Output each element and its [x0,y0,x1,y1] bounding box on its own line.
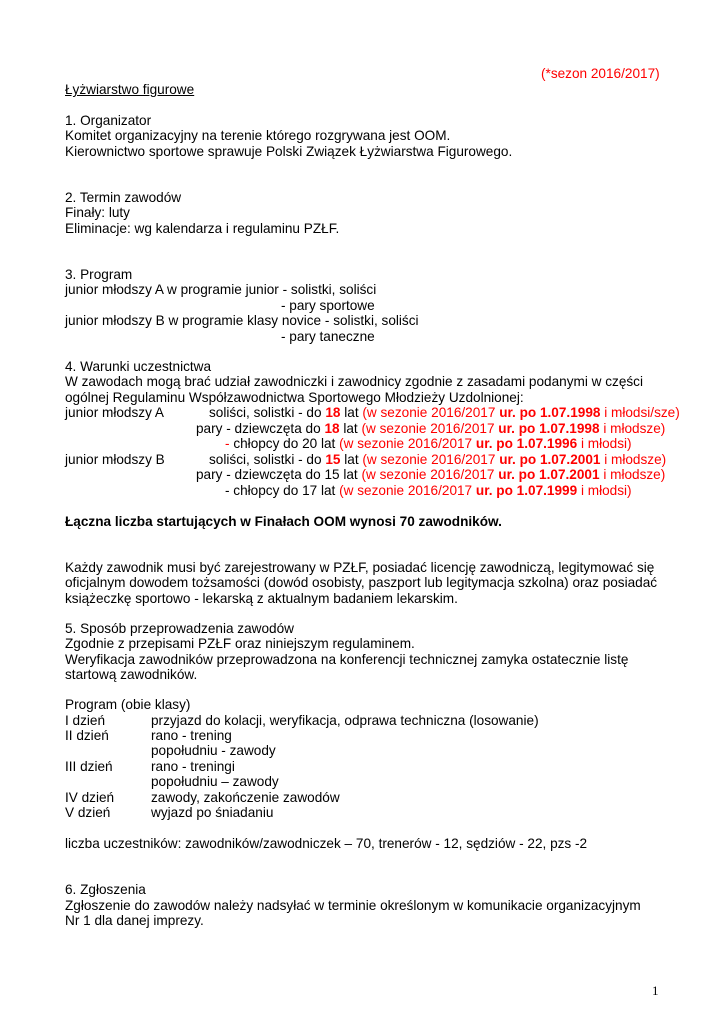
program-line-4: - pary taneczne [281,329,375,344]
section-5-line-1: Zgodnie z przepisami PZŁF oraz niniejszym regulaminem. [65,636,415,651]
section-6-heading: 6. Zgłoszenia [65,882,146,897]
program-line-1: junior młodszy A w programie junior - solistki, soliści [65,282,377,297]
schedule-day: I dzień [65,713,106,728]
section-4-heading: 4. Warunki uczestnictwa [65,359,212,374]
class-a-row-2: pary - dziewczęta do 18 lat (w sezonie 2016/2017 ur. po 1.07.1998 i młodsze) [196,421,666,436]
section-5-line-2: Weryfikacja zawodników przeprowadzona na konferencji technicznej zamyka ostatecznie listę [65,652,629,667]
section-2-line-1: Finały: luty [65,205,130,220]
schedule-day: V dzień [65,805,111,820]
section-1-heading: 1. Organizator [65,113,152,128]
class-b-label: junior młodszy B [65,452,165,467]
section-6-line-1: Zgłoszenie do zawodów należy nadsyłać w terminie określonym w komunikacie organizacyjnym [65,898,641,913]
schedule-title: Program (obie klasy) [65,697,191,712]
conditions-line-2: ogólnej Regulaminu Współzawodnictwa Sportowego Młodzieży Uzdolnionej: [65,390,524,405]
program-line-2: - pary sportowe [281,298,375,313]
section-5-heading: 5. Sposób przeprowadzenia zawodów [65,621,294,636]
schedule-day: II dzień [65,728,109,743]
program-line-3: junior młodszy B w programie klasy novice - solistki, soliści [65,313,419,328]
season-note: (*sezon 2016/2017) [541,66,660,81]
section-1-line-1: Komitet organizacyjny na terenie którego rozgrywana jest OOM. [65,128,451,143]
conditions-line-1: W zawodach mogą brać udział zawodniczki i zawodnicy zgodnie z zasadami podanymi w części [65,374,643,389]
total-participants-statement: Łączna liczba startujących w Finałach OOM wynosi 70 zawodników. [65,514,502,529]
section-2-heading: 2. Termin zawodów [65,190,182,205]
schedule-desc: rano - trening [151,728,232,743]
class-a-row-1: soliści, solistki - do 18 lat (w sezonie 2016/2017 ur. po 1.07.1998 i młodsi/sze) [209,405,680,420]
page-number: 1 [652,983,659,998]
schedule-desc: przyjazd do kolacji, weryfikacja, odprawa techniczna (losowanie) [151,713,539,728]
section-2-line-2: Eliminacje: wg kalendarza i regulaminu PZŁF. [65,221,340,236]
participants-count: liczba uczestników: zawodników/zawodniczek – 70, trenerów - 12, sędziów - 22, pzs -2 [65,836,588,851]
section-1-line-2: Kierownictwo sportowe sprawuje Polski Związek Łyżwiarstwa Figurowego. [65,144,513,159]
schedule-desc: rano - treningi [151,759,235,774]
class-a-row-3: - chłopcy do 20 lat (w sezonie 2016/2017 ur. po 1.07.1996 i młodsi) [225,436,632,451]
section-3-heading: 3. Program [65,267,133,282]
requirements-line-2: oficjalnym dowodem tożsamości (dowód osobisty, paszport lub legitymacja szkolna) oraz posiadać [65,575,658,590]
section-5-line-3: startową zawodników. [65,667,198,682]
class-b-row-2: pary - dziewczęta do 15 lat (w sezonie 2016/2017 ur. po 1.07.2001 i młodsze) [196,467,666,482]
document-title: Łyżwiarstwo figurowe [65,82,195,97]
schedule-desc: wyjazd po śniadaniu [151,805,274,820]
schedule-desc: popołudniu - zawody [151,743,276,758]
requirements-line-3: książeczkę sportowo - lekarską z aktualnym badaniem lekarskim. [65,591,458,606]
schedule-day: III dzień [65,759,113,774]
class-b-row-1: soliści, solistki - do 15 lat (w sezonie 2016/2017 ur. po 1.07.2001 i młodsze) [209,452,667,467]
schedule-desc: popołudniu – zawody [151,774,279,789]
requirements-line-1: Każdy zawodnik musi być zarejestrowany w PZŁF, posiadać licencję zawodniczą, legitymować się [65,560,655,575]
class-a-label: junior młodszy A [65,405,164,420]
section-6-line-2: Nr 1 dla danej imprezy. [65,913,204,928]
class-b-row-3: - chłopcy do 17 lat (w sezonie 2016/2017 ur. po 1.07.1999 i młodsi) [225,483,632,498]
schedule-desc: zawody, zakończenie zawodów [151,790,340,805]
schedule-day: IV dzień [65,790,115,805]
